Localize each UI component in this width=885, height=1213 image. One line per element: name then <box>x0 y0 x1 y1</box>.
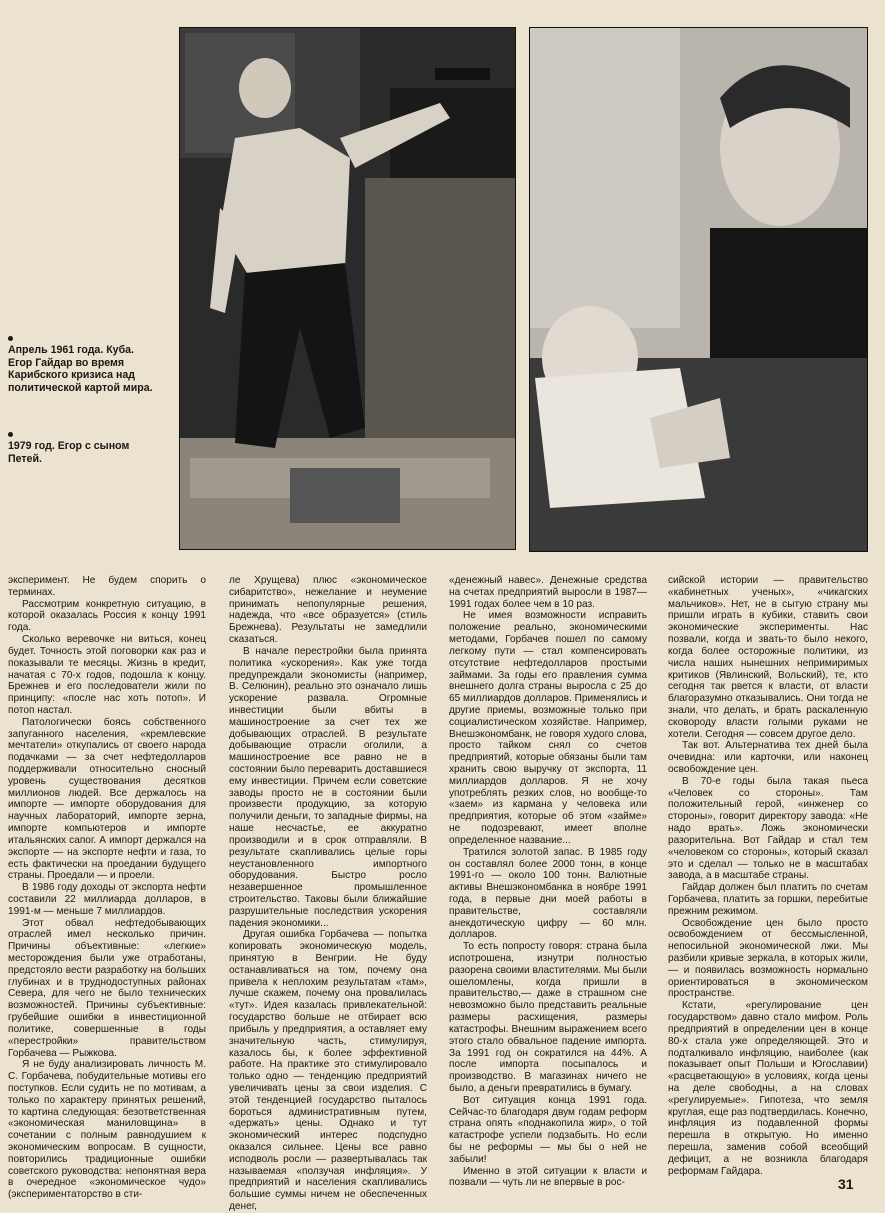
paragraph: Не имея возможности исправить положение реально, экономическими методами, Горбачев пошел по самому легкому пути — стал компенсировать отсутствие нефтедолларов простыми займами. За годы его правления сумма внешнего долга страны выросла с 25 до 65 миллиардов долларов. Применялись и другие приемы, возможные только при социалистическом хозяйстве. Например, Внешэкономбанк, не говоря худого слова, просто тайком снял со счетов предприятий, которые обязаны были там хранить свою выручку от экспорта, 11 миллиардов долларов. Я не хочу употреблять резких слов, но вообще-то «заем» из кармана у человека или предприятия, которые об этом «займе» не подозревают, имеет вполне определенное название... <box>449 610 647 846</box>
paragraph: Тратился золотой запас. В 1985 году он составлял более 2000 тонн, в конце 1991-го — около 100 тонн. Валютные активы Внешэкономбанка в ноябре 1991 года, в первые дни моей работы в правительстве, составляли анекдотическую цифру — 60 млн. долларов. <box>449 846 647 941</box>
text-column-4 <box>668 575 868 1175</box>
photo-boy-with-toy-gun <box>180 28 515 549</box>
photo-gaidar-with-son-1979 <box>529 27 868 552</box>
paragraph: Освобождение цен было просто освобождением от бессмысленной, непосильной экономической лжи. Мы разбили кривые зеркала, в которых жили,— и появилась возможность нормально ориентироваться в экономическом пространстве. <box>668 917 868 1000</box>
paragraph: Так вот. Альтернатива тех дней была очевидна: или карточки, или наконец освобождение цен. <box>668 740 868 775</box>
paragraph: То есть попросту говоря: страна была испотрошена, изнутри полностью разорена своими властителями. Мы были ошеломлены, когда пришли в правительство,— даже в страшном сне невозможно было представить реальные размеры расхищения, размеры катастрофы. Внешним выражением всего этого стало обвальное падение импорта. За 1991 год он сократился на 44%. А после импорта посыпалось и производство. В магазинах ничего не было, а деньги превратились в бумагу. <box>449 941 647 1094</box>
paragraph: В 70-е годы была такая пьеса «Человек со стороны». Там положительный герой, «инженер со стороны», говорит директору завода: «Не надо врать». Ложь экономически разорительна. Вот Гайдар и стал тем «человеком со стороны», который сказал это и сделал — только не в масштабах завода, а в масштабе страны. <box>668 775 868 882</box>
paragraph: Я не буду анализировать личность М. С. Горбачева, побудительные мотивы его поступков. Если судить не по мотивам, а только по характеру принятых решений, то картина следующая: безответственная «экономическая маниловщина» в сочетании с полным равнодушием к экономическим вопросам. В сущности, повторились традиционные ошибки советского руководства: непонятная вера в очередное «экономическое чудо» (экспериментаторство в сти- <box>8 1059 206 1201</box>
paragraph: «денежный навес». Денежные средства на счетах предприятий выросли в 1987—1991 годах более чем в 10 раз. <box>449 575 647 610</box>
text-column-3 <box>449 575 647 1189</box>
paragraph: Рассмотрим конкретную ситуацию, в которой оказалась Россия к концу 1991 года. <box>8 598 206 634</box>
paragraph: эксперимент. Не будем спорить о терминах. <box>8 575 206 598</box>
caption-bullet <box>8 432 13 437</box>
photo-father-with-baby <box>530 28 867 551</box>
paragraph: сийской истории — правительство «кабинетных ученых», «чикагских мальчиков». Нет, не в сытую страну мы пришли играть в кубики, ставить свои экономические эксперименты. Нас позвали, когда и звать-то было некого, когда более осторожные политики, из числа наших нынешних непримиримых критиков (Явлинский, Вольский), те, кто сегодня так рвется к власти, от власти благоразумно отказывались. Они тогда не знали, что делать, и брать раскаленную сковороду власти голыми руками не хотели. Сегодня — совсем другое дело. <box>668 575 868 740</box>
paragraph: Именно в этой ситуации к власти и позвали — чуть ли не впервые в рос- <box>449 1165 647 1189</box>
paragraph: Гайдар должен был платить по счетам Горбачева, платить за горшки, перебитые прежним режимом. <box>668 882 868 917</box>
page-number: 31 <box>838 1176 854 1192</box>
text-column-2 <box>229 575 427 1213</box>
photo-caption-1979 <box>8 432 158 465</box>
paragraph: ле Хрущева) плюс «экономическое сибаритство», нежелание и неумение принимать непопулярные решения, надежда, что «все образуется» (стиль Брежнева). Результаты не замедлили сказаться. <box>229 575 427 646</box>
paragraph: Вот ситуация конца 1991 года. Сейчас-то благодаря двум годам реформ страна опять «поднакопила жир», о той катастрофе успели подзабыть. Но если бы не реформы — мы бы о ней не забыли! <box>449 1094 647 1165</box>
paragraph: В 1986 году доходы от экспорта нефти составили 22 миллиарда долларов, в 1991-м — меньше 7 миллиардов. <box>8 882 206 917</box>
paragraph: Патологически боясь собственного запуганного населения, «кремлевские мечтатели» откупались от своего народа подачками — за счет нефтедолларов поддерживали относительно сносный уровень существования десятков миллионов людей. Все держалось на импорте — импорте оборудования для научных лабораторий, импорте зерна, импорте компьютеров и импорте итальянских сапог. А импорт держался на экспорте — на экспорте нефти и газа, то есть фактически на проедании будущего страны. Проедали — и проели. <box>8 716 206 882</box>
paragraph: Другая ошибка Горбачева — попытка копировать экономическую модель, принятую в Венгрии. Не буду останавливаться на том, почему она привела к неплохим результатам «там», лучше скажем, почему она провалилась «тут». Идея казалась привлекательной: государство больше не отбирает всю прибыль у предприятия, а оставляет ему значительную часть, стимулируя, казалось бы, к более эффективной работе. На практике это стимулировало только одно — тенденцию предприятий увеличивать цены за свои изделия. С этой тенденцией государство пыталось бороться административным путем, «держать» цены. Однако и тут экономический интерес подспудно оказался сильнее. Цены все равно исподволь росли — развертывалась так называемая «ползучая инфляция». У предприятий и населения скапливались большие суммы ничем не обеспеченных денег, <box>229 929 427 1213</box>
photo-gaidar-child-1961 <box>179 27 516 550</box>
caption-text: Апрель 1961 года. Куба. Егор Гайдар во время Карибского кризиса над политической картой мира. <box>8 344 153 394</box>
paragraph: В начале перестройки была принята политика «ускорения». Как уже тогда предупреждали экономисты (например, В. Селюнин), реально это означало лишь ускорение развала. Огромные инвестиции были вбиты в машиностроение за счет тех же добывающих отраслей. В результате добывающие отрасли оголили, а машиностроение все равно не в состоянии было переварить доставшиеся ему инвестиции. Причем если советские заводы просто не в состоянии были произвести продукцию, за которую получили деньги, то западные фирмы, на наше несчастье, ее аккуратно производили и в срок отправляли. В результате скапливались целые горы неустановленного импортного оборудования. Быстро росло незавершенное промышленное строительство. Таковы были ближайшие разрушительные последствия ускорения падения экономики... <box>229 645 427 929</box>
photo-caption-1961 <box>8 336 158 394</box>
caption-text: 1979 год. Егор с сыном Петей. <box>8 440 130 465</box>
text-column-1 <box>8 575 206 1201</box>
paragraph: Сколько веревочке ни виться, конец будет. Точность этой поговорки как раз и показывали те месяцы. Жизнь в кредит, начатая с 70-х годов, подошла к концу. Брежнев и его последователи жили по принципу: «после нас хоть потоп». И потоп настал. <box>8 634 206 716</box>
paragraph: Этот обвал нефтедобывающих отраслей имел несколько причин. Причины объективные: «легкие» месторождения были уже отработаны, предстояло вести разработку на больших глубинах и в труднодоступных районах Севера, для чего не было технических возможностей. Причины субъективные: грубейшие ошибки в инвестиционной политике, совершенные в годы «перестройки» правительством Горбачева — Рыжкова. <box>8 917 206 1059</box>
paragraph: Кстати, «регулирование цен государством» давно стало мифом. Роль предприятий в определении цен в конце 80-х стала уже определяющей. Это и подталкивало инфляцию, наиболее (как показывает опыт Польши и Югославии) «расцветающую» в условиях, когда цены на деле свободны, а на словах «регулируемые». Гипотеза, что земля круглая, еще раз подтвердилась. Конечно, инфляция из подавленной формы перешла в открытую. Но именно перешла, заменив собой всеобщий дефицит, а не возникла благодаря реформам Гайдара. <box>668 1000 868 1177</box>
caption-bullet <box>8 336 13 341</box>
